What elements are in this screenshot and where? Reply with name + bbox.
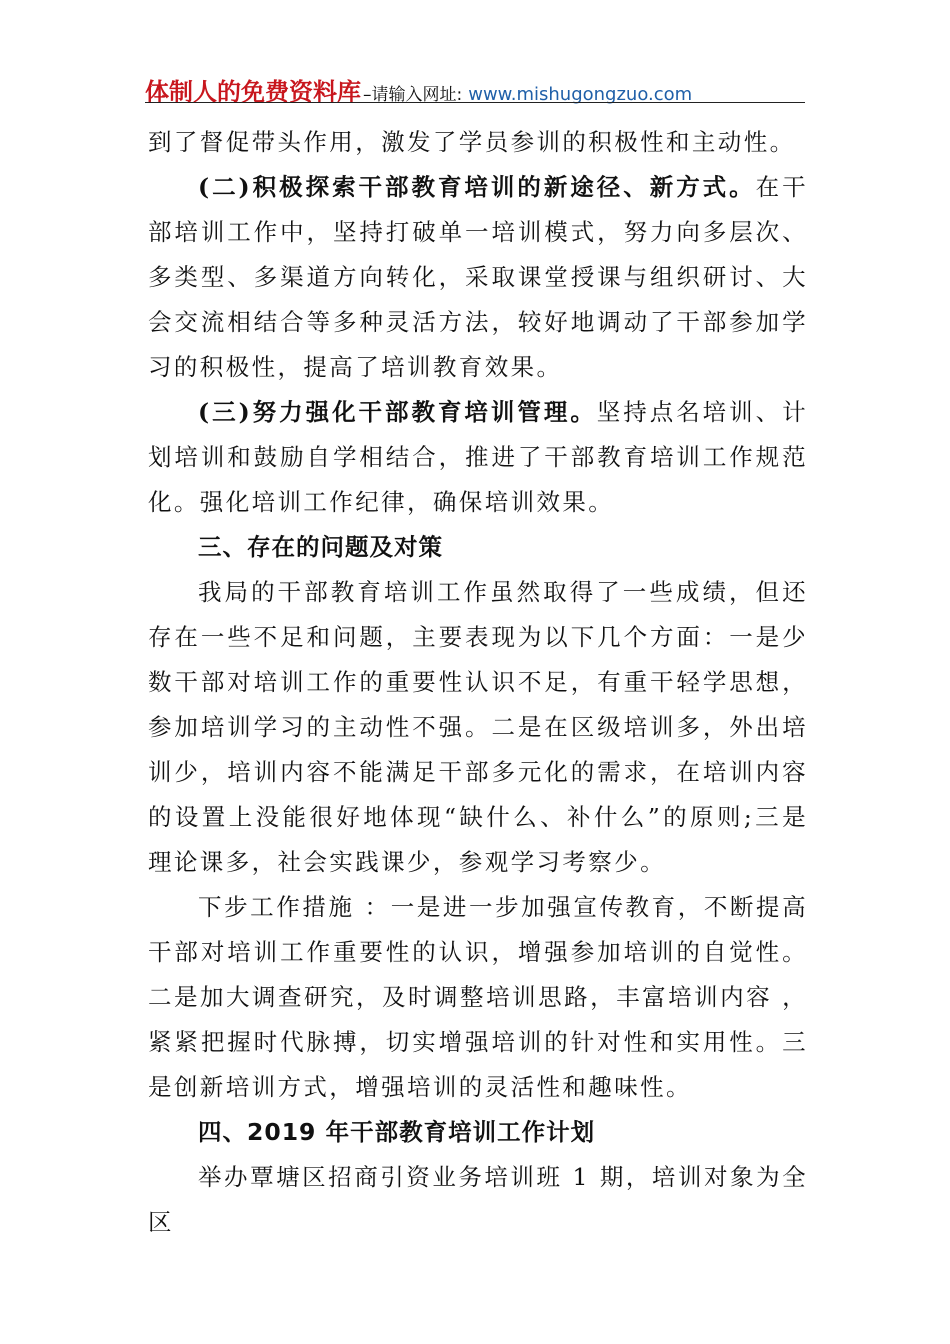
site-url-link[interactable]: www.mishugongzuo.com (468, 84, 693, 105)
paragraph-problems: 我局的干部教育培训工作虽然取得了一些成绩，但还存在一些不足和问题，主要表现为以下几个方面：一是少数干部对培训工作的重要性认识不足，有重干轻学思想，参加培训学习的主动性不强。二是在区级培训多，外出培训少，培训内容不能满足干部多元化的需求，在培训内容的设置上没能很好地体现“缺什么、补什么”的原则;三是理论课多，社会实践课少，参观学习考察少。 (148, 578, 808, 876)
paragraph-new-approaches (148, 165, 808, 390)
paragraph-measures: 下步工作措施 ：一是进一步加强宣传教育，不断提高干部对培训工作重要性的认识，增强参加培训的自觉性。二是加大调查研究，及时调整培训思路，丰富培训内容 ，紧紧把握时代脉搏，切实增强培训的针对性和实用性。三是创新培训方式，增强培训的灵活性和趣味性。 (148, 893, 808, 1101)
header-divider (145, 102, 805, 103)
paragraph-plan: 举办覃塘区招商引资业务培训班 1 期，培训对象为全区 (148, 1163, 808, 1236)
site-header (145, 72, 805, 106)
site-brand: 体制人的免费资料库 (145, 78, 361, 106)
paragraph-text-2: 在干部培训工作中，坚持打破单一培训模式，努力向多层次、多类型、多渠道方向转化，采取课堂授课与组织研讨、大会交流相结合等多种灵活方法，较好地调动了干部参加学习的积极性，提高了培训教育效果。 (148, 173, 808, 381)
section-heading-4: 四、2019 年干部教育培训工作计划 (198, 1118, 596, 1146)
section-heading-3: 三、存在的问题及对策 (198, 533, 443, 561)
paragraph-continued: 到了督促带头作用，激发了学员参训的积极性和主动性。 (148, 128, 796, 156)
subheading-3: (三)努力强化干部教育培训管理。 (198, 398, 597, 426)
paragraph-management (148, 390, 808, 525)
url-prompt: –请输入网址: (363, 85, 463, 105)
paragraph-text-3: 坚持点名培训、计划培训和鼓励自学相结合，推进了干部教育培训工作规范化。强化培训工作纪律，确保培训效果。 (148, 398, 809, 516)
subheading-2: (二)积极探索干部教育培训的新途径、新方式。 (198, 173, 756, 201)
document-body (148, 120, 808, 1245)
